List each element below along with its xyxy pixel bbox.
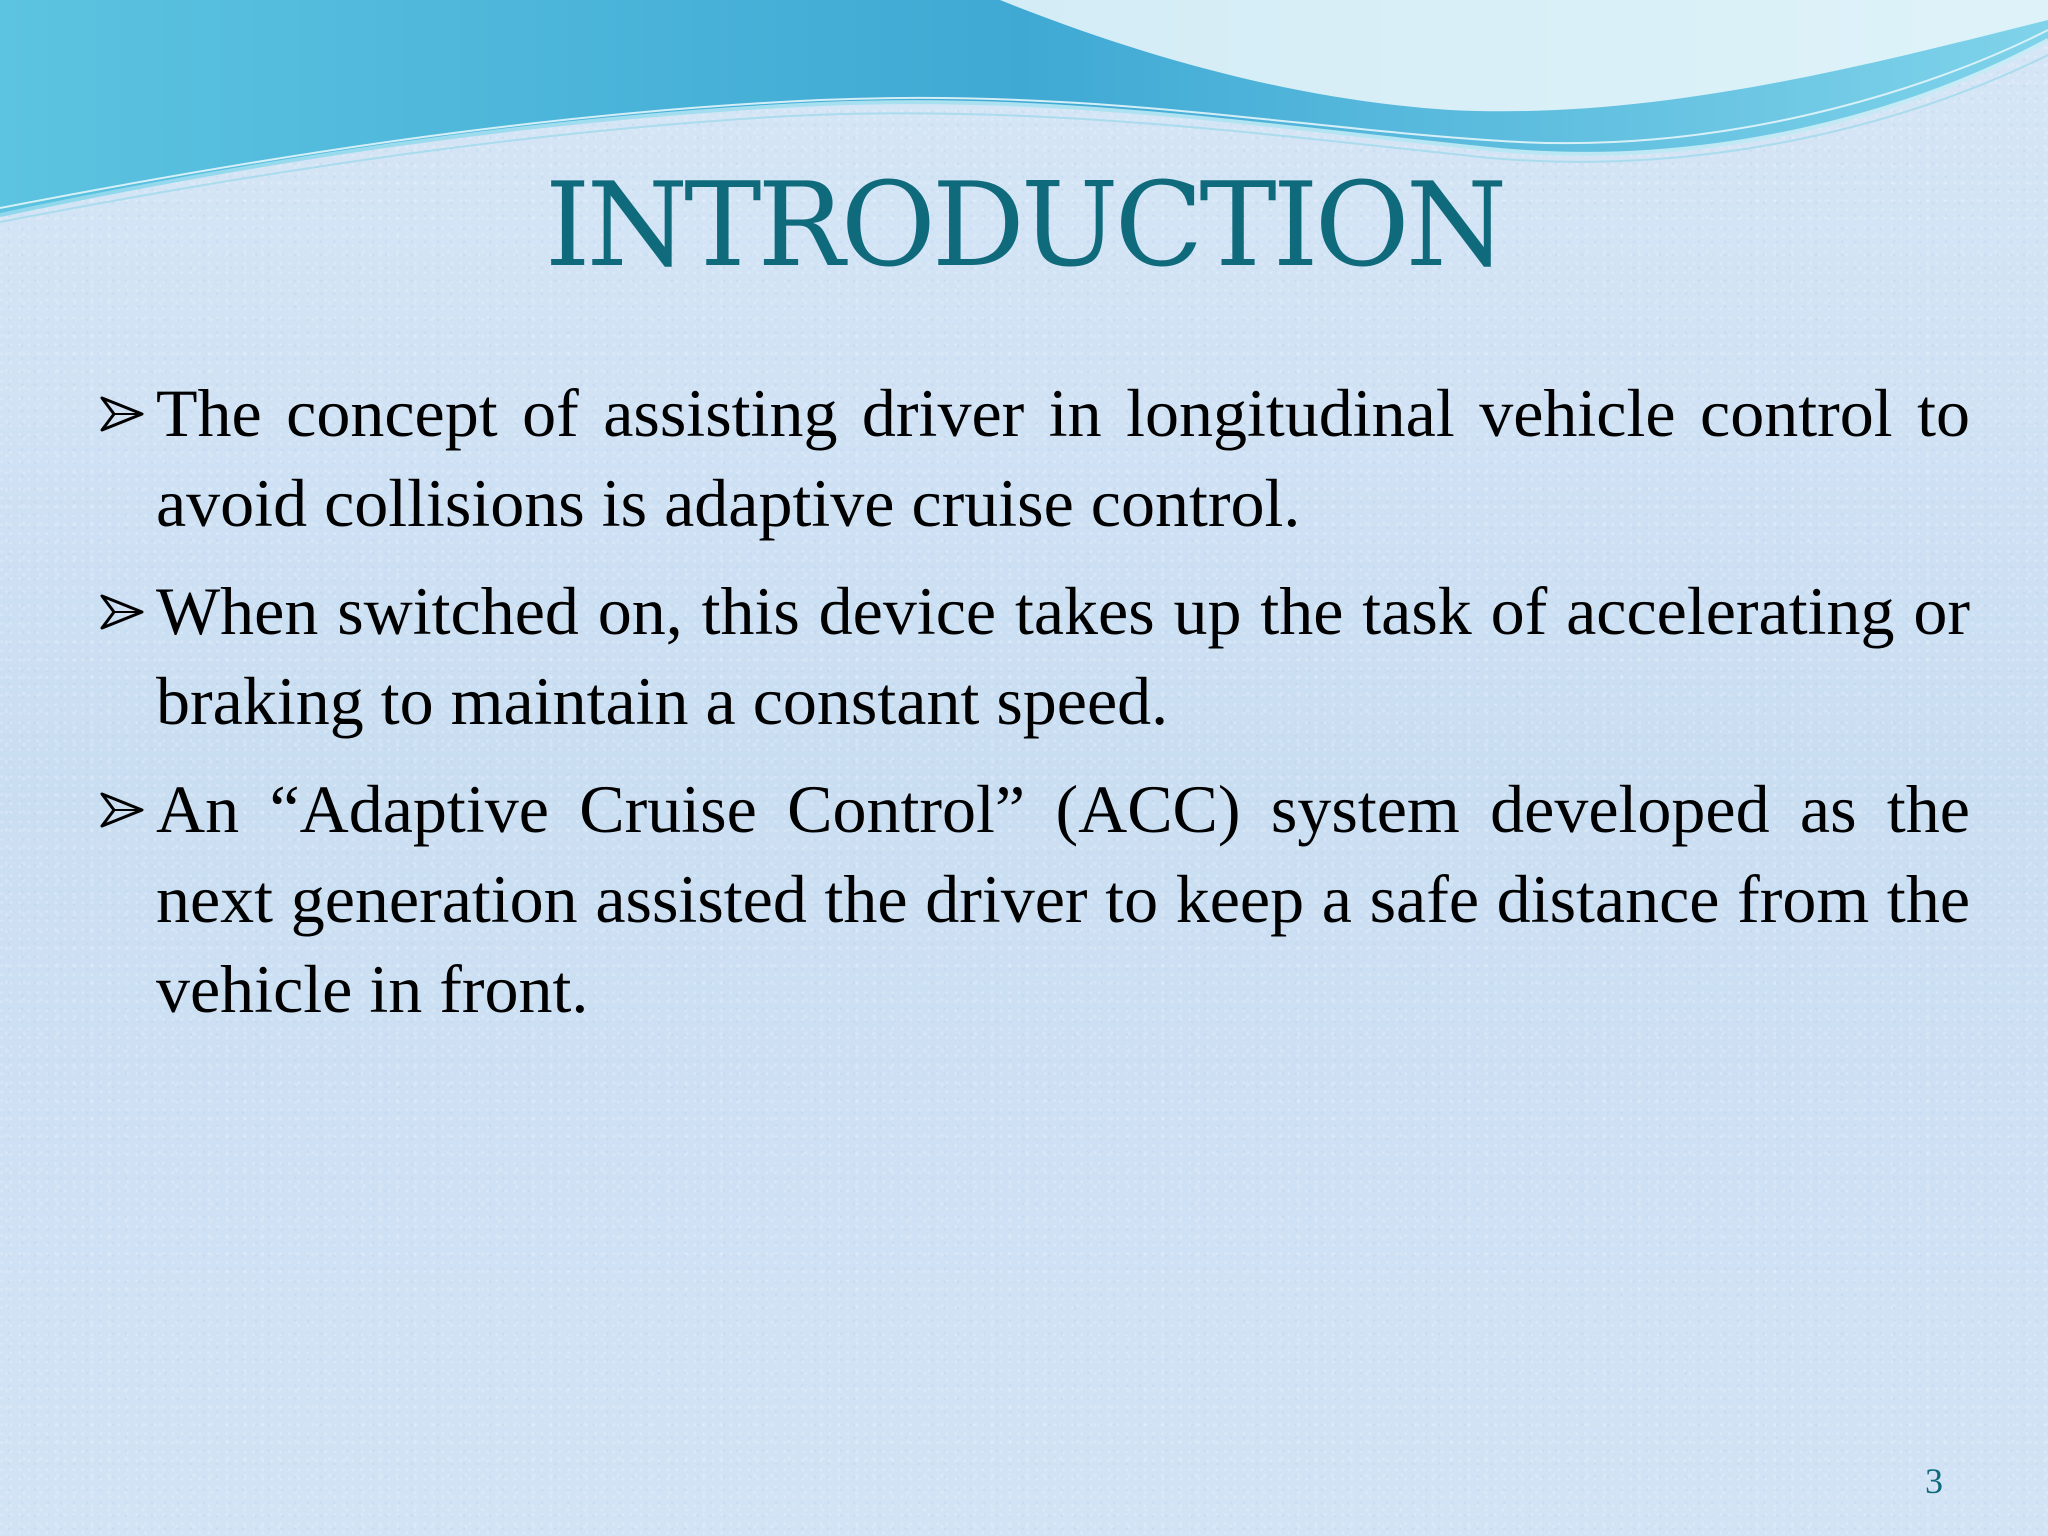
bullet-item <box>98 566 1970 746</box>
arrow-bullet-icon <box>98 790 146 830</box>
slide-title: INTRODUCTION <box>544 158 1504 293</box>
bullet-list <box>98 368 1970 1052</box>
arrow-bullet-icon <box>98 592 146 632</box>
bullet-text: An “Adaptive Cruise Control” (ACC) system developed as the next generation assisted the driver to keep a safe distance from the vehicle in front. <box>156 771 1970 1027</box>
bullet-text: When switched on, this device takes up the task of accelerating or braking to maintain a constant speed. <box>156 573 1970 739</box>
page-number: 3 <box>1925 1461 1943 1501</box>
bullet-item <box>98 764 1970 1034</box>
arrow-bullet-icon <box>98 394 146 434</box>
bullet-item <box>98 368 1970 548</box>
bullet-text: The concept of assisting driver in longitudinal vehicle control to avoid collisions is adaptive cruise control. <box>156 375 1970 541</box>
